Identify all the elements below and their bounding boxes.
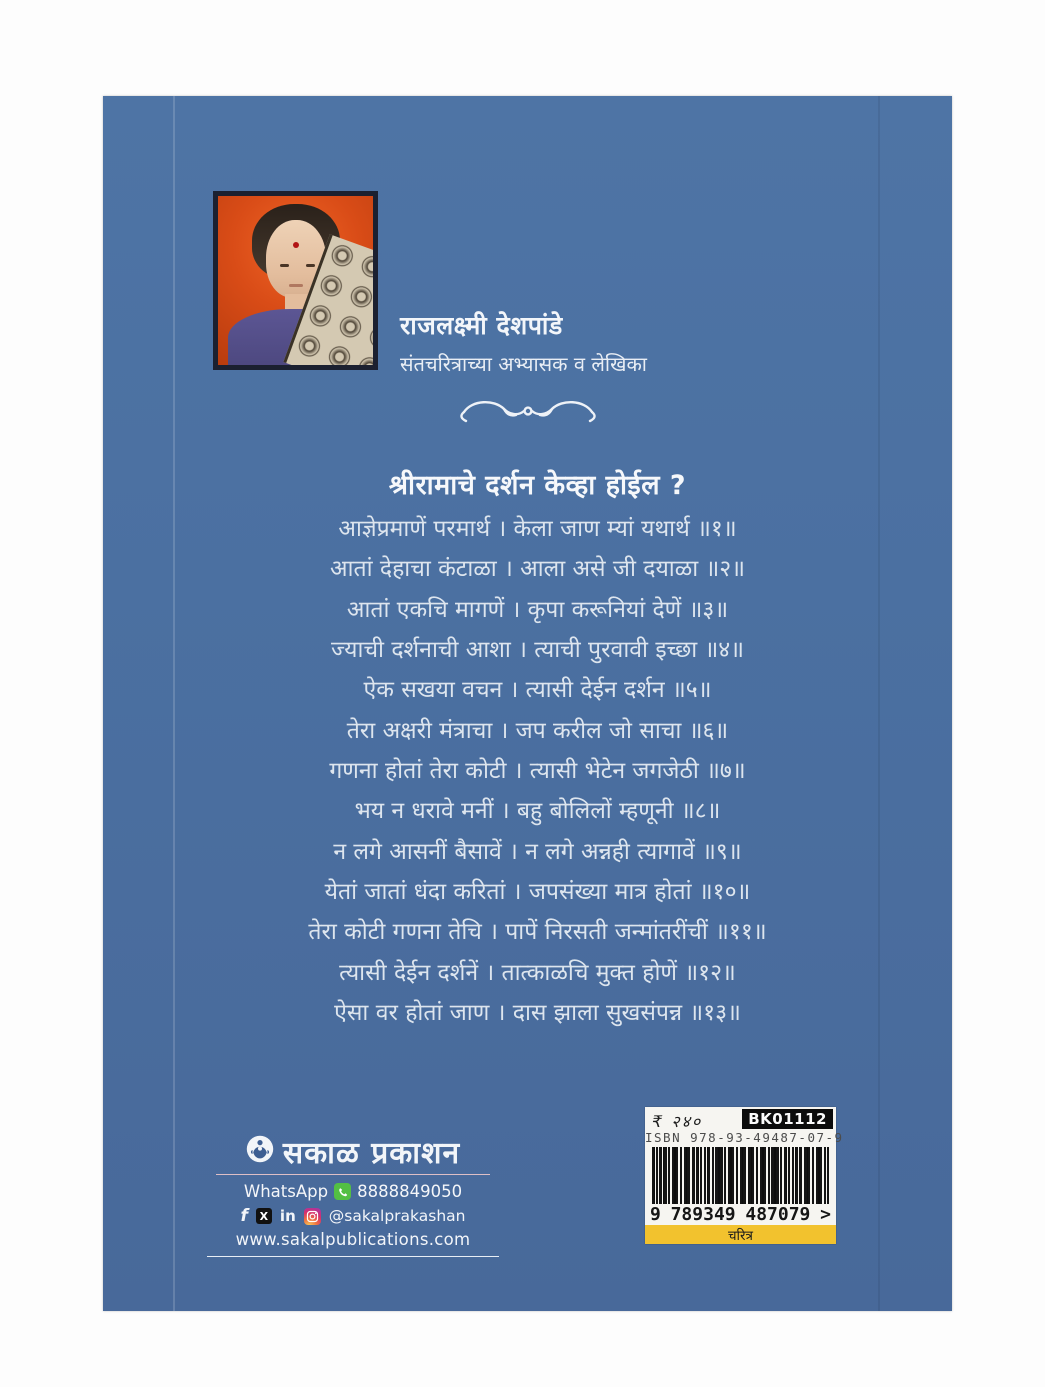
- social-row: [198, 1206, 508, 1226]
- author-photo-eye: [306, 264, 315, 267]
- publisher-logo-icon: [246, 1135, 274, 1167]
- verse-line: न लगे आसनीं बैसावें । न लगे अन्नही त्यागावें ॥९॥: [333, 838, 742, 865]
- verse-line: त्यासी देईन दर्शनें । तात्काळचि मुक्त होणें ॥१२॥: [339, 959, 736, 986]
- verse-line: भय न धरावे मनीं । बहु बोलिलों म्हणूनी ॥८॥: [354, 798, 721, 825]
- divider-rule: [207, 1256, 499, 1257]
- cover-background: [103, 96, 952, 1311]
- author-photo-eye: [280, 264, 289, 267]
- whatsapp-label: WhatsApp: [243, 1182, 329, 1201]
- instagram-icon: [304, 1208, 321, 1225]
- barcode-digit-group: 789349: [670, 1204, 736, 1225]
- publisher-website: www.sakalpublications.com: [235, 1230, 471, 1249]
- author-photo-mouth: [289, 284, 303, 287]
- verse-line: आतां देहाचा कंटाळा । आला असे जी दयाळा ॥२॥: [329, 556, 746, 583]
- barcode-digits: [645, 1204, 836, 1225]
- author-photo-bindi: [293, 242, 299, 248]
- barcode-top-row: [645, 1107, 836, 1130]
- stock-code-badge: BK01112: [742, 1109, 833, 1129]
- author-role: संतचरित्राच्या अभ्यासक व लेखिका: [400, 352, 647, 376]
- whatsapp-number: 8888849050: [357, 1182, 463, 1201]
- barcode-bars: [652, 1147, 829, 1204]
- divider-rule: [216, 1174, 490, 1175]
- publisher-block: [198, 1132, 508, 1257]
- barcode-digit-group: >: [820, 1204, 831, 1225]
- poem-title: श्रीरामाचे दर्शन केव्हा होईल ?: [388, 470, 687, 501]
- verse-line: ज्याची दर्शनाची आशा । त्याची पुरवावी इच्छा ॥४॥: [331, 637, 744, 664]
- verse-line: गणना होतां तेरा कोटी । त्यासी भेटेन जगजेठी ॥७॥: [329, 758, 746, 785]
- barcode-label: [645, 1107, 844, 1244]
- author-name: राजलक्ष्मी देशपांडे: [400, 311, 563, 340]
- barcode-digit-group: 487079: [745, 1204, 811, 1225]
- whatsapp-icon: [334, 1183, 351, 1200]
- verse-line: तेरा अक्षरी मंत्राचा । जप करील जो साचा ॥६॥: [346, 717, 729, 744]
- social-handle: @sakalprakashan: [328, 1207, 466, 1225]
- verse-line: ऐसा वर होतां जाण । दास झाला सुखसंपन्न ॥१३॥: [334, 1000, 741, 1027]
- verse-line: येतां जातां धंदा करितां । जपसंख्या मात्र होतां ॥१०॥: [324, 879, 751, 906]
- facebook-icon: f: [240, 1206, 248, 1226]
- price-text: ₹ २४०: [652, 1112, 703, 1131]
- whatsapp-row: [198, 1182, 508, 1201]
- verse-line: तेरा कोटी गणना तेचि । पापें निरसती जन्मांतरींचीं ॥११॥: [308, 919, 767, 946]
- linkedin-icon: in: [279, 1207, 296, 1225]
- publisher-name: सकाळ प्रकाशन: [282, 1135, 461, 1171]
- author-block: [400, 308, 647, 377]
- x-twitter-icon: X: [256, 1208, 272, 1224]
- verse-line: ऐक सखया वचन । त्यासी देईन दर्शन ॥५॥: [363, 677, 712, 704]
- flourish-divider-icon: [103, 396, 952, 432]
- verse-line: आतां एकचि मागणें । कृपा करूनियां देणें ॥३॥: [346, 596, 729, 623]
- category-strip: चरित्र: [645, 1225, 836, 1244]
- barcode-digit-group: 9: [650, 1204, 661, 1225]
- publisher-name-row: [198, 1132, 508, 1170]
- verse-line: आज्ञेप्रमाणें परमार्थ । केला जाण म्यां यथार्थ ॥१॥: [338, 516, 737, 542]
- poem-verses: [123, 509, 952, 1033]
- author-photo: [213, 191, 378, 370]
- isbn-text: ISBN 978-93-49487-07-9: [645, 1130, 844, 1145]
